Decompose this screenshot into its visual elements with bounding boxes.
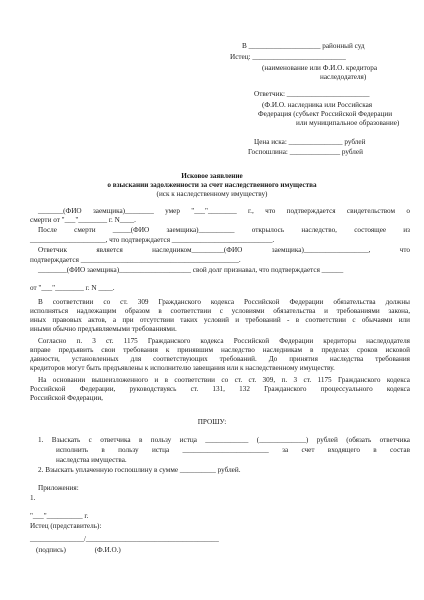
signature-line: _______________/_____________________________________	[30, 535, 219, 543]
body-line: На основании вышеизложенного и в соответствии со ст. ст. 309, п. 3 ст. 1175 Гражданского кодекса	[38, 376, 410, 384]
body-line: ________(ФИО заемщика)____________________ свой долг признавал, что подтверждается ______	[38, 266, 344, 274]
plaintiff-note-2: наследодателя)	[320, 73, 367, 81]
document-subtitle: о взыскании задолженности за счет наследственного имущества	[107, 181, 317, 189]
body-line: давности, установленных для соответствующих требований. До принятия наследства требования	[30, 355, 410, 363]
defendant-note-2: Федерация (субъект Российской Федерации	[258, 110, 393, 118]
body-line: от "___"________ г. N ____.	[30, 284, 115, 292]
court-line: В ____________________ районный суд	[242, 42, 365, 50]
signature-date: "___"__________ г.	[30, 512, 89, 520]
body-line: Ответчик является наследником_________(ФИО заемщика)__________________, что	[38, 246, 410, 254]
body-line: Российской Федерации, руководствуясь ст. 131, 132 Гражданского процессуального кодекса	[30, 385, 410, 393]
request-heading: ПРОШУ:	[197, 418, 227, 426]
body-line: После смерти _____(ФИО заемщика)__________ открылось наследство, состоящее из	[38, 226, 410, 234]
body-line: вправе предъявить свои требования к принявшим наследство наследникам в пределах сроков исковой	[30, 346, 410, 354]
defendant-note-1: (Ф.И.О. наследника или Российская	[262, 101, 373, 109]
body-line: Российской Федерации,	[30, 394, 103, 402]
request-item-1-cont: наследства имущества.	[56, 456, 127, 464]
body-line: подтверждается ____________________________________________.	[30, 256, 241, 264]
body-line: иных правовых актов, а при отсутствии таких условий и требований - в соответствии с обычаями или	[30, 316, 410, 324]
defendant-line: Ответчик: _______________________	[254, 90, 370, 98]
signer-label: Истец (представитель):	[30, 522, 102, 530]
body-line: исполняться надлежащим образом в соответствии с условиями обязательства и требованиями закона,	[30, 307, 410, 315]
plaintiff-note-1: (наименование или Ф.И.О. кредитора	[262, 64, 378, 72]
body-line: _______(ФИО заемщика)________ умер "___"________ г., что подтверждается свидетельством о	[38, 207, 410, 215]
request-item-1-cont: исполнить в пользу истца ________________________ за счет входящего в состав	[56, 446, 410, 454]
body-line: В соответствии со ст. 309 Гражданского кодекса Российской Федерации обязательства должны	[38, 298, 410, 306]
appendix-item-1: 1.	[30, 494, 36, 502]
plaintiff-line: Истец: __________________________	[230, 53, 346, 61]
body-line: смерти от "___"________ г. N____.	[30, 216, 136, 224]
defendant-note-3: или муниципальное образование)	[296, 119, 400, 127]
document-subtitle-note: (иск к наследственному имуществу)	[156, 190, 268, 198]
body-line: иными обычно предъявляемыми требованиями.	[30, 325, 177, 333]
document-title: Исковое заявление	[181, 172, 243, 180]
body-line: кредиторов могут быть предъявлены к исполнителю завещания или к наследственному имуществу.	[30, 364, 335, 372]
appendix-heading: Приложения:	[38, 484, 79, 492]
signature-caption: (подпись) (Ф.И.О.)	[36, 546, 121, 554]
state-duty: Госпошлина: ______________ рублей	[248, 148, 363, 156]
request-item-1: 1. Взыскать с ответчика в пользу истца ____________ (_____________) рублей (обязать ответчика	[38, 436, 410, 444]
claim-price: Цена иска: _______________ рублей	[254, 138, 366, 146]
body-line: _____________________, что подтверждается ____________________________.	[30, 236, 275, 244]
body-line: Согласно п. 3 ст. 1175 Гражданского кодекса Российской Федерации кредиторы наследодателя	[38, 337, 410, 345]
request-item-2: 2. Взыскать уплаченную госпошлину в сумме __________ рублей.	[38, 466, 241, 474]
